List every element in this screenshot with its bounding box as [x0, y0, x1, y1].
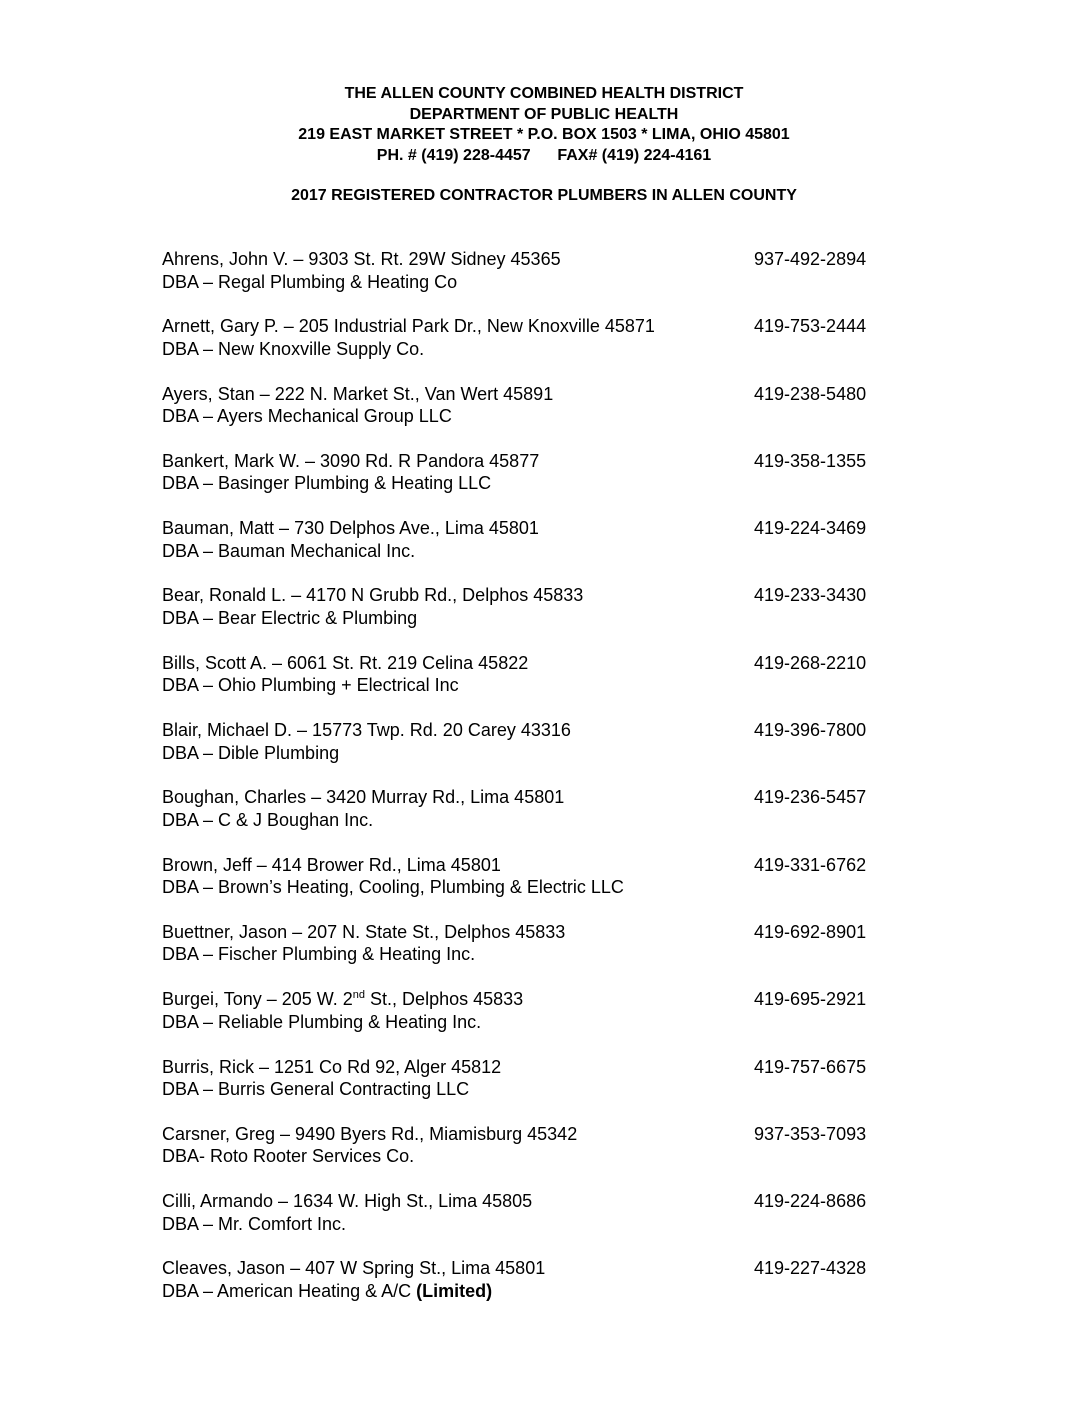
contractor-name: Arnett, Gary P. – 205 Industrial Park Dr., New Knoxville 45871 — [162, 316, 655, 337]
header-organization: THE ALLEN COUNTY COMBINED HEALTH DISTRICT — [344, 85, 744, 102]
contractor-dba: DBA – Burris General Contracting LLC — [162, 1079, 470, 1100]
ordinal-suffix: nd — [352, 989, 366, 1002]
contractor-name: Brown, Jeff – 414 Brower Rd., Lima 45801 — [162, 854, 501, 875]
contractor-phone: 419-331-6762 — [754, 854, 867, 875]
list-item — [162, 988, 902, 1055]
contractor-dba: DBA – Dible Plumbing — [162, 742, 340, 763]
contractor-dba: DBA – Ayers Mechanical Group LLC — [162, 406, 452, 427]
list-item — [162, 854, 902, 921]
contractor-name: Bear, Ronald L. – 4170 N Grubb Rd., Delphos 45833 — [162, 585, 584, 606]
contractor-dba: DBA – Brown’s Heating, Cooling, Plumbing & Electric LLC — [162, 877, 624, 898]
list-item — [162, 383, 902, 450]
contractor-name: Burris, Rick – 1251 Co Rd 92, Alger 45812 — [162, 1056, 502, 1077]
contractor-dba: DBA- Roto Rooter Services Co. — [162, 1146, 415, 1167]
contractor-phone: 937-353-7093 — [754, 1123, 867, 1144]
contractor-name: Carsner, Greg – 9490 Byers Rd., Miamisburg 45342 — [162, 1123, 578, 1144]
contractor-phone: 419-757-6675 — [754, 1056, 867, 1077]
contractor-name: Blair, Michael D. – 15773 Twp. Rd. 20 Carey 43316 — [162, 720, 571, 741]
list-item — [162, 1056, 902, 1123]
header-address: 219 EAST MARKET STREET * P.O. BOX 1503 * LIMA, OHIO 45801 — [298, 126, 790, 143]
contractor-phone: 419-268-2210 — [754, 652, 867, 673]
contractor-phone: 419-227-4328 — [754, 1258, 867, 1279]
limited-label: (Limited) — [416, 1280, 493, 1301]
contractor-phone: 419-695-2921 — [754, 989, 867, 1010]
contractor-name: Bills, Scott A. – 6061 St. Rt. 219 Celina 45822 — [162, 652, 529, 673]
header-department: DEPARTMENT OF PUBLIC HEALTH — [409, 105, 679, 123]
list-item — [162, 1190, 902, 1257]
contractor-name: Ayers, Stan – 222 N. Market St., Van Wert 45891 — [162, 383, 554, 404]
contractor-phone: 419-753-2444 — [754, 316, 867, 337]
contractor-phone: 419-358-1355 — [754, 450, 867, 471]
contractor-dba: DBA – Basinger Plumbing & Heating LLC — [162, 473, 492, 494]
list-item — [162, 584, 902, 651]
contractor-list — [162, 248, 902, 1325]
contractor-name: Bankert, Mark W. – 3090 Rd. R Pandora 45877 — [162, 450, 540, 471]
contractor-name: Cleaves, Jason – 407 W Spring St., Lima 45801 — [162, 1258, 546, 1279]
contractor-dba: DBA – Bauman Mechanical Inc. — [162, 540, 416, 561]
contractor-phone: 419-224-3469 — [754, 518, 867, 539]
contractor-phone: 419-224-8686 — [754, 1191, 867, 1212]
contractor-name-part: St., Delphos 45833 — [365, 989, 524, 1010]
contractor-dba: DBA – Bear Electric & Plumbing — [162, 607, 418, 628]
contractor-dba: DBA – Fischer Plumbing & Heating Inc. — [162, 944, 476, 965]
contractor-name: Buettner, Jason – 207 N. State St., Delphos 45833 — [162, 921, 566, 942]
list-item — [162, 450, 902, 517]
list-item — [162, 248, 902, 315]
contractor-name: Cilli, Armando – 1634 W. High St., Lima 45805 — [162, 1191, 533, 1212]
contractor-phone: 419-236-5457 — [754, 787, 867, 808]
contractor-name: Boughan, Charles – 3420 Murray Rd., Lima 45801 — [162, 787, 565, 808]
contractor-phone: 419-233-3430 — [754, 585, 867, 606]
list-item — [162, 1257, 902, 1324]
contractor-dba: DBA – New Knoxville Supply Co. — [162, 338, 425, 359]
list-item — [162, 1123, 902, 1190]
contractor-dba: DBA – Ohio Plumbing + Electrical Inc — [162, 675, 459, 696]
contractor-dba: DBA – Reliable Plumbing & Heating Inc. — [162, 1011, 482, 1032]
contractor-dba — [162, 1280, 902, 1303]
contractor-phone: 937-492-2894 — [754, 249, 867, 269]
contractor-phone: 419-396-7800 — [754, 720, 867, 741]
contractor-name: Bauman, Matt – 730 Delphos Ave., Lima 45801 — [162, 518, 539, 539]
contractor-name: Ahrens, John V. – 9303 St. Rt. 29W Sidney 45365 — [162, 249, 561, 269]
contractor-name-part: Burgei, Tony – 205 W. 2 — [162, 989, 353, 1010]
contractor-dba-text: DBA – American Heating & A/C — [162, 1280, 417, 1301]
contractor-phone: 419-238-5480 — [754, 383, 867, 404]
document-title: 2017 REGISTERED CONTRACTOR PLUMBERS IN ALLEN COUNTY — [291, 187, 797, 204]
list-item — [162, 652, 902, 719]
list-item — [162, 719, 902, 786]
contractor-dba: DBA – Mr. Comfort Inc. — [162, 1213, 347, 1234]
contractor-phone: 419-692-8901 — [754, 921, 867, 942]
list-item — [162, 517, 902, 584]
list-item — [162, 786, 902, 853]
contractor-dba: DBA – C & J Boughan Inc. — [162, 809, 374, 830]
contractor-dba: DBA – Regal Plumbing & Heating Co — [162, 271, 458, 292]
list-item — [162, 315, 902, 382]
document-header — [0, 84, 1088, 166]
header-phone-fax: PH. # (419) 228-4457 FAX# (419) 224-4161 — [376, 146, 712, 164]
list-item — [162, 921, 902, 988]
